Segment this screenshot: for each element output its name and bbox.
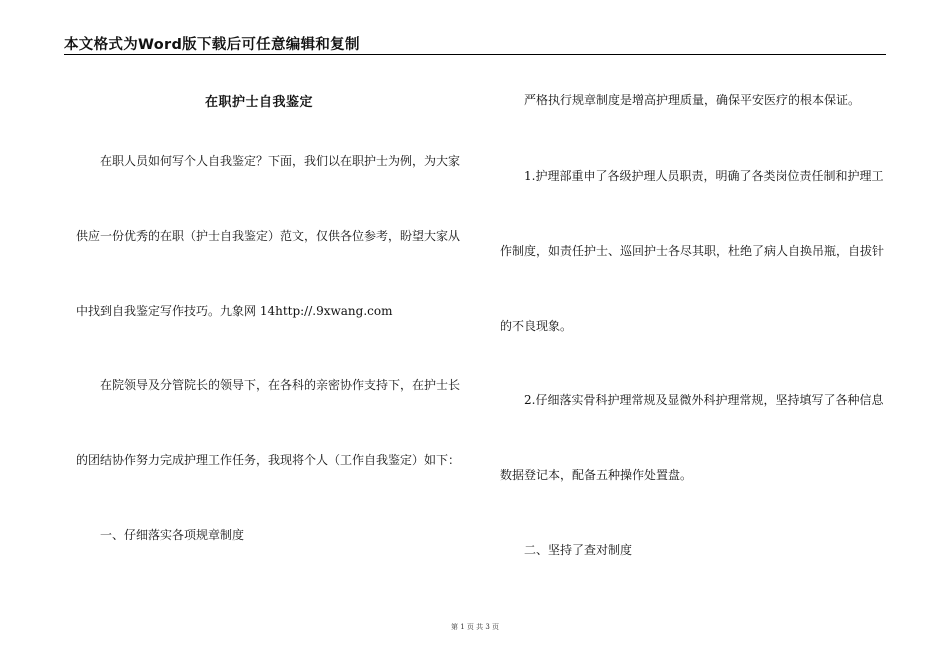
section-heading: 二、坚持了查对制度 (524, 543, 633, 557)
paragraph-line: 在职人员如何写个人自我鉴定？下面，我们以在职护士为例，为大家 (100, 154, 461, 168)
paragraph-line: 数据登记本，配备五种操作处置盘。 (500, 468, 693, 482)
header-divider (64, 54, 886, 55)
section-heading: 一、仔细落实各项规章制度 (100, 528, 245, 542)
page-header: 本文格式为Word版下载后可任意编辑和复制 (64, 37, 360, 53)
paragraph-line: 2.仔细落实骨科护理常规及显微外科护理常规，坚持填写了各种信息 (524, 393, 884, 407)
paragraph-line: 的团结协作努力完成护理工作任务，我现将个人（工作自我鉴定）如下： (76, 453, 461, 467)
paragraph-line: 在院领导及分管院长的领导下，在各科的亲密协作支持下，在护士长 (100, 378, 461, 392)
paragraph-line: 的不良现象。 (500, 319, 573, 333)
paragraph-line: 作制度，如责任护士、巡回护士各尽其职，杜绝了病人自换吊瓶，自拔针 (500, 244, 885, 258)
paragraph-line: 中找到自我鉴定写作技巧。九象网 14http://.9xwang.com (76, 304, 393, 318)
paragraph-line: 严格执行规章制度是增高护理质量，确保平安医疗的根本保证。 (524, 93, 861, 107)
page-number: 第 1 页 共 3 页 (450, 623, 500, 631)
paragraph-line: 供应一份优秀的在职（护士自我鉴定）范文，仅供各位参考，盼望大家从 (76, 229, 461, 243)
document-title: 在职护士自我鉴定 (205, 95, 314, 110)
paragraph-line: 1.护理部重申了各级护理人员职责，明确了各类岗位责任制和护理工 (524, 169, 884, 183)
